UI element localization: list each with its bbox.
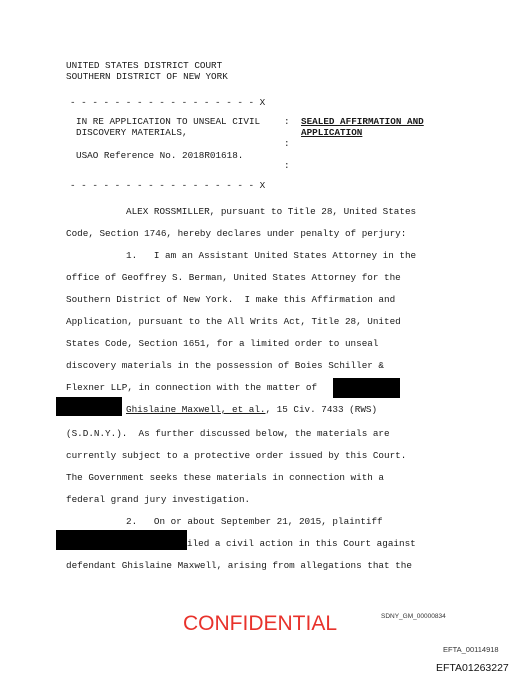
body-line-6: Application, pursuant to the All Writs Act, Title 28, United — [66, 316, 401, 327]
efta-small-number: EFTA_00114918 — [443, 645, 499, 654]
document-title-line1: SEALED AFFIRMATION AND — [301, 116, 424, 127]
caption-dashes-top: - - - - - - - - - - - - - - - - - X — [70, 97, 266, 108]
body-line-12: currently subject to a protective order issued by this Court. — [66, 450, 407, 461]
caption-dashes-bottom: - - - - - - - - - - - - - - - - - X — [70, 180, 266, 191]
body-line-4: office of Geoffrey S. Berman, United States Attorney for the — [66, 272, 401, 283]
efta-large-number: EFTA01263227 — [436, 662, 509, 674]
body-line-1: ALEX ROSSMILLER, pursuant to Title 28, United States — [126, 206, 417, 217]
redaction-box-2 — [56, 397, 122, 416]
body-line-8: discovery materials in the possession of Boies Schiller & — [66, 360, 385, 371]
body-line-17: defendant Ghislaine Maxwell, arising from allegations that the — [66, 560, 412, 571]
caption-colon-3: : — [284, 160, 290, 171]
body-line-2: Code, Section 1746, hereby declares under penalty of perjury: — [66, 228, 407, 239]
caption-in-re-line1: IN RE APPLICATION TO UNSEAL CIVIL — [76, 116, 261, 127]
redaction-box-1 — [333, 378, 400, 398]
body-line-5: Southern District of New York. I make this Affirmation and — [66, 294, 396, 305]
body-line-16: iled a civil action in this Court against — [187, 538, 416, 549]
body-line-7: States Code, Section 1651, for a limited order to unseal — [66, 338, 379, 349]
body-line-13: The Government seeks these materials in connection with a — [66, 472, 385, 483]
body-line-9: Flexner LLP, in connection with the matter of — [66, 382, 318, 393]
caption-colon-1: : — [284, 116, 290, 127]
document-title-line2: APPLICATION — [301, 127, 363, 138]
court-name-line2: SOUTHERN DISTRICT OF NEW YORK — [66, 71, 228, 82]
court-name-line1: UNITED STATES DISTRICT COURT — [66, 60, 223, 71]
sdny-bates-number: SDNY_GM_00000834 — [381, 613, 446, 620]
body-line-15: 2. On or about September 21, 2015, plaintiff — [126, 516, 383, 527]
body-line-3: 1. I am an Assistant United States Attorney in the — [126, 250, 417, 261]
body-line-11: (S.D.N.Y.). As further discussed below, the materials are — [66, 428, 390, 439]
case-name-underlined: Ghislaine Maxwell, et al. — [126, 404, 266, 415]
caption-in-re-line2: DISCOVERY MATERIALS, — [76, 127, 188, 138]
caption-usao-reference: USAO Reference No. 2018R01618. — [76, 150, 244, 161]
case-number: , 15 Civ. 7433 (RWS) — [265, 404, 378, 415]
body-line-14: federal grand jury investigation. — [66, 494, 251, 505]
caption-colon-2: : — [284, 138, 290, 149]
confidential-stamp: CONFIDENTIAL — [183, 612, 338, 635]
body-line-10 — [126, 404, 377, 415]
redaction-box-3 — [56, 530, 187, 550]
